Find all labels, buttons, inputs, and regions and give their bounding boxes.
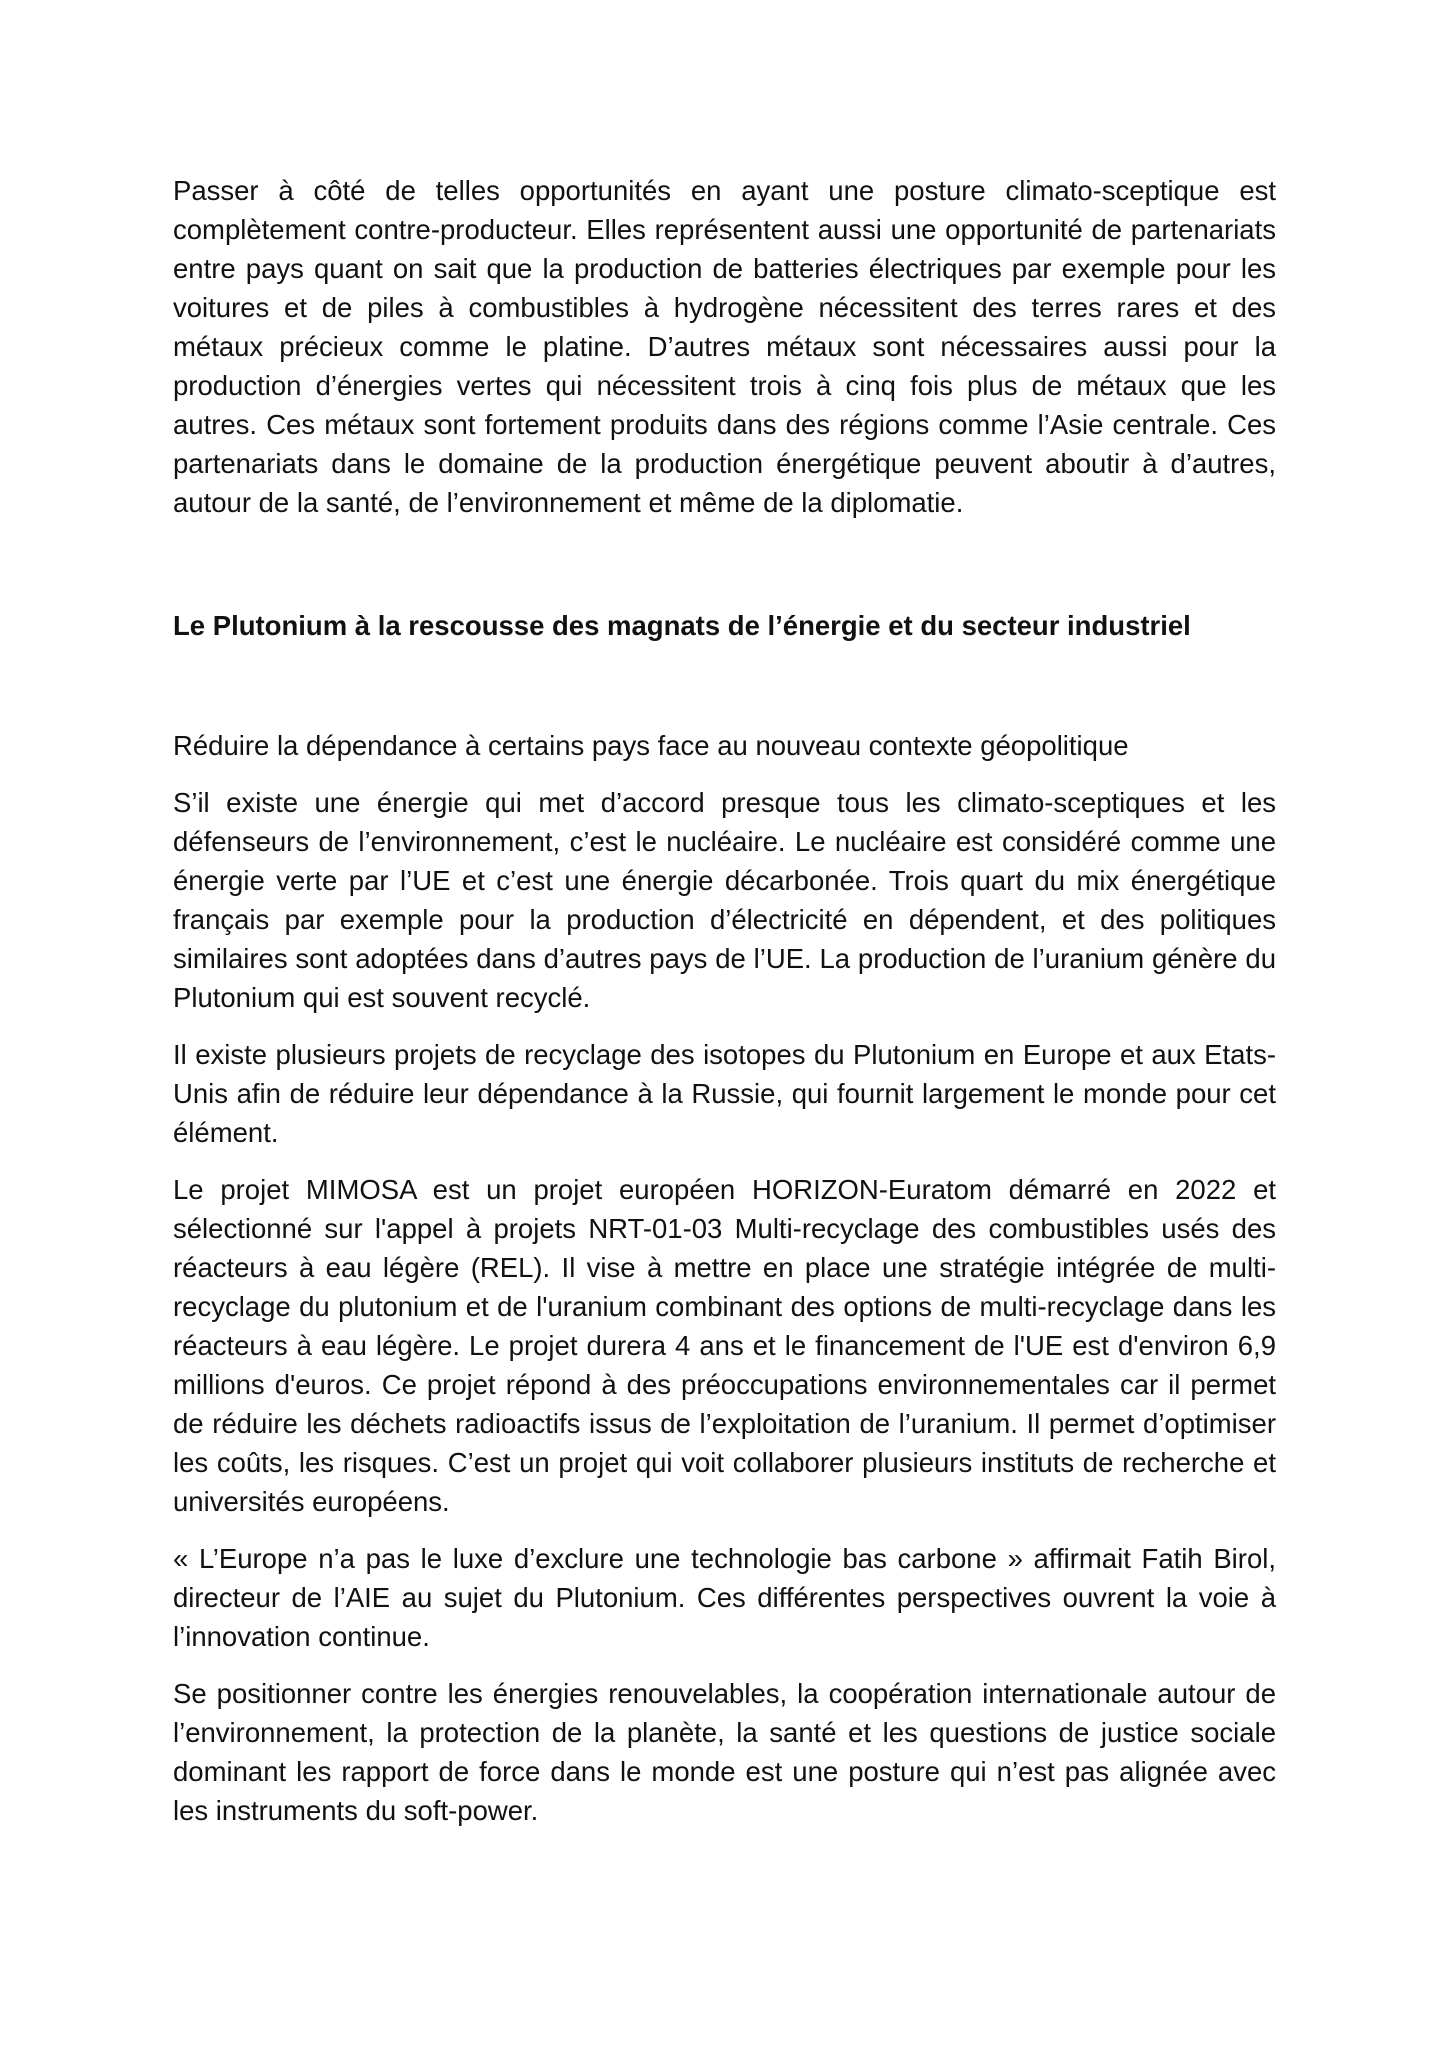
subheading: Réduire la dépendance à certains pays face au nouveau contexte géopolitique [173,730,1129,761]
paragraph: « L’Europe n’a pas le luxe d’exclure une technologie bas carbone » affirmait Fatih Birol, directeur de l’AIE au sujet du Plutonium. Ces différentes perspectives ouvrent la voie à l’innovation continue. [173,1543,1276,1652]
document-page [173,171,1276,1830]
paragraph: Le projet MIMOSA est un projet européen HORIZON-Euratom démarré en 2022 et sélectionné sur l'appel à projets NRT-01-03 Multi-recyclage des combustibles usés des réacteurs à eau légère (REL). Il vise à mettre en place une stratégie intégrée de multi-recyclage du plutonium et de l'uranium combinant des options de multi-recyclage dans les réacteurs à eau légère. Le projet durera 4 ans et le financement de l'UE est d'environ 6,9 millions d'euros. Ce projet répond à des préoccupations environnementales car il permet de réduire les déchets radioactifs issus de l’exploitation de l’uranium. Il permet d’optimiser les coûts, les risques. C’est un projet qui voit collaborer plusieurs instituts de recherche et universités européens. [173,1174,1276,1517]
paragraph: Se positionner contre les énergies renouvelables, la coopération internationale autour de l’environnement, la protection de la planète, la santé et les questions de justice sociale dominant les rapport de force dans le monde est une posture qui n’est pas alignée avec les instruments du soft-power. [173,1678,1276,1826]
paragraph: Passer à côté de telles opportunités en ayant une posture climato-sceptique est complètement contre-producteur. Elles représentent aussi une opportunité de partenariats entre pays quant on sait que la production de batteries électriques par exemple pour les voitures et de piles à combustibles à hydrogène nécessitent des terres rares et des métaux précieux comme le platine. D’autres métaux sont nécessaires aussi pour la production d’énergies vertes qui nécessitent trois à cinq fois plus de métaux que les autres. Ces métaux sont fortement produits dans des régions comme l’Asie centrale. Ces partenariats dans le domaine de la production énergétique peuvent aboutir à d’autres, autour de la santé, de l’environnement et même de la diplomatie. [173,175,1276,518]
section-heading: Le Plutonium à la rescousse des magnats de l’énergie et du secteur industriel [173,610,1191,641]
paragraph: S’il existe une énergie qui met d’accord presque tous les climato-sceptiques et les défenseurs de l’environnement, c’est le nucléaire. Le nucléaire est considéré comme une énergie verte par l’UE et c’est une énergie décarbonée. Trois quart du mix énergétique français par exemple pour la production d’électricité en dépendent, et des politiques similaires sont adoptées dans d’autres pays de l’UE. La production de l’uranium génère du Plutonium qui est souvent recyclé. [173,787,1276,1013]
paragraph: Il existe plusieurs projets de recyclage des isotopes du Plutonium en Europe et aux Etats-Unis afin de réduire leur dépendance à la Russie, qui fournit largement le monde pour cet élément. [173,1039,1276,1148]
